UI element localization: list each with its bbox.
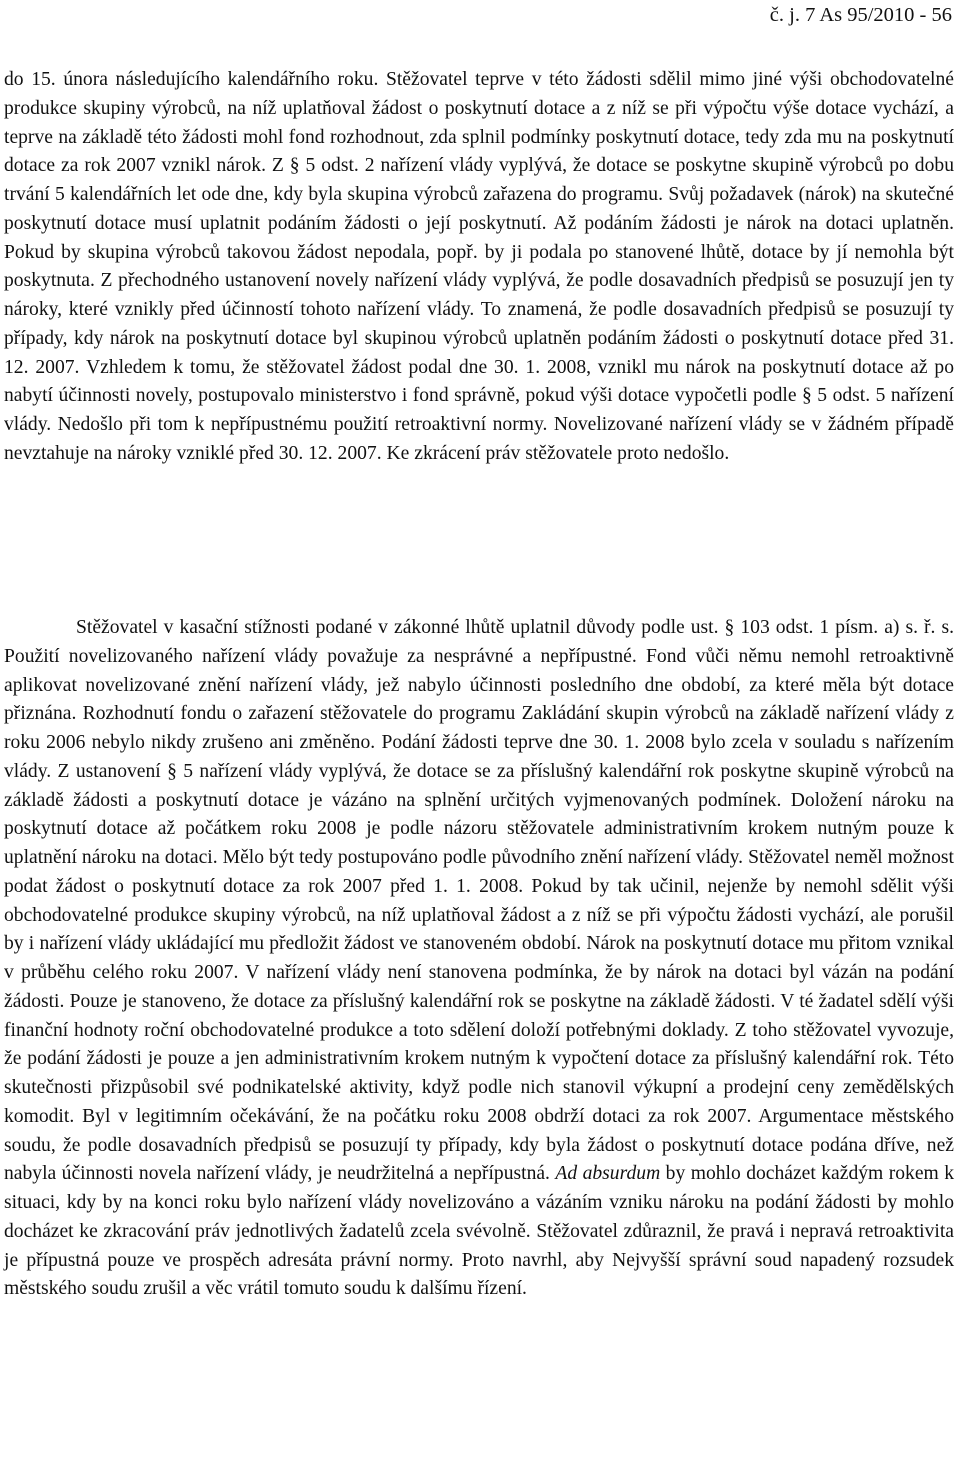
- case-reference: č. j. 7 As 95/2010 - 56: [769, 4, 952, 26]
- complaint-text-part-1: Stěžovatel v kasační stížnosti podané v zákonné lhůtě uplatnil důvody podle ust. § 103 odst. 1 písm. a) s. ř. s. Použití novelizovaného nařízení vlády považuje za nesprávné a nepřípustné. Fond vůči němu nemohl retroaktivně aplikovat novelizované znění nařízení vlády, jež nabylo účinnosti posledního dne období, za které měla být dotace přiznána. Rozhodnutí fondu o zařazení stěžovatele do programu Zakládání skupin výrobců na základě nařízení vlády z roku 2006 nebylo nikdy zrušeno ani změněno. Podání žádosti teprve dne 30. 1. 2008 bylo zcela v souladu s nařízením vlády. Z ustanovení § 5 nařízení vlády vyplývá, že dotace se za příslušný kalendářní rok poskytne skupině výrobců na základě žádosti a poskytnutí dotace je vázáno na splnění určitých vyjmenovaných podmínek. Doložení nároku na poskytnutí dotace až počátkem roku 2008 je podle názoru stěžovatele administrativním krokem nutným pouze k uplatnění nároku na dotaci. Mělo být tedy postupováno podle původního znění nařízení vlády. Stěžovatel neměl možnost podat žádost o poskytnutí dotace za rok 2007 před 1. 1. 2008. Pokud by tak učinil, nejenže by nemohl sdělit výši obchodovatelné produkce skupiny výrobců, na níž uplatňoval žádost a z níž se při výpočtu žádosti vychází, ale porušil by i nařízení vlády ukládající mu předložit žádost ve stanoveném období. Nárok na poskytnutí dotace mu přitom vznikal v průběhu celého roku 2007. V nařízení vlády není stanovena podmínka, že by nárok na dotaci byl vázán na podání žádosti. Pouze je stanoveno, že dotace za příslušný kalendářní rok se poskytne na základě žádosti. V té žadatel sdělí výši finanční hodnoty roční obchodovatelné produkce a toto sdělení doloží potřebnými doklady. Z toho stěžovatel vyvozuje, že podání žádosti je pouze a jen administrativním krokem nutným k vypočtení dotace za příslušný kalendářní rok. Této skutečnosti přizpůsobil své podnikatelské aktivity, když podle nich stanovil výkupní a prodejní ceny zemědělských komodit. Byl v legitimním očekávání, že na počátku roku 2008 obdrží dotaci za rok 2007. Argumentace městského soudu, že podle dosavadních předpisů se posuzují ty případy, kdy byla žádost o poskytnutí dotace podána dříve, než nabyla účinnosti novela nařízení vlády, je neudržitelná a nepřípustná.: [4, 617, 954, 1185]
- paragraph-ministry-reasoning: do 15. února následujícího kalendářního roku. Stěžovatel teprve v této žádosti sdělil mimo jiné výši obchodovatelné produkce skupiny výrobců, na níž uplatňoval žádost o poskytnutí dotace a z níž se při výpočtu výše dotace vychází, a teprve na základě této žádosti mohl fond rozhodnout, zda splnil podmínky poskytnutí dotace, tedy zda mu na poskytnutí dotace za rok 2007 vznikl nárok. Z § 5 odst. 2 nařízení vlády vyplývá, že dotace se poskytne skupině výrobců po dobu trvání 5 kalendářních let ode dne, kdy byla skupina výrobců zařazena do programu. Svůj požadavek (nárok) na skutečné poskytnutí dotace musí uplatnit podáním žádosti o její poskytnutí. Až podáním žádosti je nárok na dotaci uplatněn. Pokud by skupina výrobců takovou žádost nepodala, popř. by ji podala po stanovené lhůtě, dotace by jí nemohla být poskytnuta. Z přechodného ustanovení novely nařízení vlády vyplývá, že podle dosavadních předpisů se posuzují jen ty nároky, které vznikly před účinností tohoto nařízení vlády. To znamená, že podle dosavadních předpisů se posuzují ty případy, kdy nárok na poskytnutí dotace byl skupinou výrobců uplatněn podáním žádosti o poskytnutí dotace před 31. 12. 2007. Vzhledem k tomu, že stěžovatel žádost podal dne 30. 1. 2008, vznikl mu nárok na poskytnutí dotace až po nabytí účinnosti novely, postupovalo ministerstvo i fond správně, pokud výši dotace vypočetli podle § 5 odst. 5 nařízení vlády. Nedošlo při tom k nepřípustnému použití retroaktivní normy. Novelizované nařízení vlády se v žádném případě nevztahuje na nároky vzniklé před 30. 12. 2007. Ke zkrácení práv stěžovatele proto nedošlo.: [4, 69, 954, 464]
- complaint-text-part-2: by mohlo docházet každým rokem k situaci, kdy by na konci roku bylo nařízení vlády novelizováno a vázáním vzniku nároku na podání žádosti by mohlo docházet ke zkracování práv jednotlivých žadatelů zcela svévolně. Stěžovatel zdůraznil, že pravá i nepravá retroaktivita je přípustná pouze ve prospěch adresáta právní normy. Proto navrhl, aby Nejvyšší správní soud napadený rozsudek městského soudu zrušil a věc vrátil tomuto soudu k dalšímu řízení.: [4, 1163, 954, 1300]
- latin-phrase: Ad absurdum: [555, 1163, 661, 1185]
- paragraph-cassation-complaint: [4, 614, 954, 1304]
